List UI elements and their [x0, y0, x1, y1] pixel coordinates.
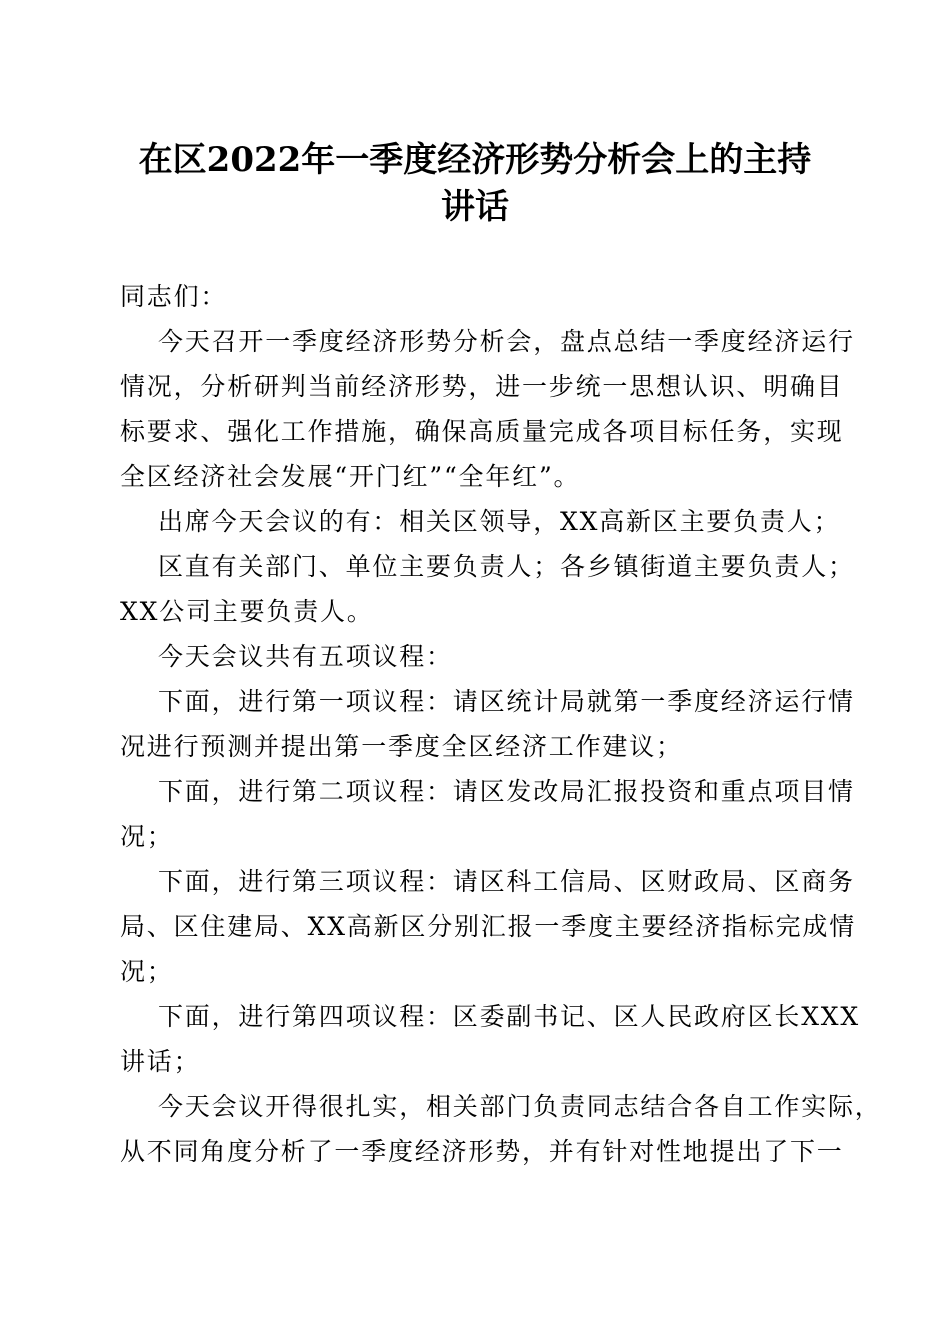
text-line-7: XX公司主要负责人。	[120, 597, 374, 626]
text-line-18: 今天会议开得很扎实，相关部门负责同志结合各自工作实际，	[158, 1092, 882, 1121]
text-line-4: 全区经济社会发展“开门红”“全年红”。	[120, 462, 581, 491]
text-line-15: 况；	[120, 957, 174, 986]
text-line-13: 下面，进行第三项议程：请区科工信局、区财政局、区商务	[158, 867, 855, 896]
document-title-line-2: 讲话	[441, 187, 509, 227]
text-line-17: 讲话；	[120, 1047, 201, 1076]
text-line-11: 下面，进行第二项议程：请区发改局汇报投资和重点项目情	[158, 777, 855, 806]
text-line-1: 今天召开一季度经济形势分析会，盘点总结一季度经济运行	[158, 327, 855, 356]
text-line-9: 下面，进行第一项议程：请区统计局就第一季度经济运行情	[158, 687, 855, 716]
text-line-8: 今天会议共有五项议程：	[158, 642, 453, 671]
text-line-2: 情况，分析研判当前经济形势，进一步统一思想认识、明确目	[120, 372, 844, 401]
text-line-5: 出席今天会议的有：相关区领导，XX高新区主要负责人；	[158, 507, 841, 536]
text-line-19: 从不同角度分析了一季度经济形势，并有针对性地提出了下一	[120, 1137, 844, 1166]
text-line-3: 标要求、强化工作措施，确保高质量完成各项目标任务，实现	[120, 417, 844, 446]
document-title-line-1: 在区2022年一季度经济形势分析会上的主持	[138, 140, 812, 180]
text-line-16: 下面，进行第四项议程：区委副书记、区人民政府区长XXX	[158, 1002, 860, 1031]
text-line-10: 况进行预测并提出第一季度全区经济工作建议；	[120, 732, 683, 761]
text-line-14: 局、区住建局、XX高新区分别汇报一季度主要经济指标完成情	[120, 912, 856, 941]
text-line-6: 区直有关部门、单位主要负责人；各乡镇街道主要负责人；	[158, 552, 855, 581]
text-line-12: 况；	[120, 822, 174, 851]
salutation: 同志们：	[120, 282, 228, 311]
